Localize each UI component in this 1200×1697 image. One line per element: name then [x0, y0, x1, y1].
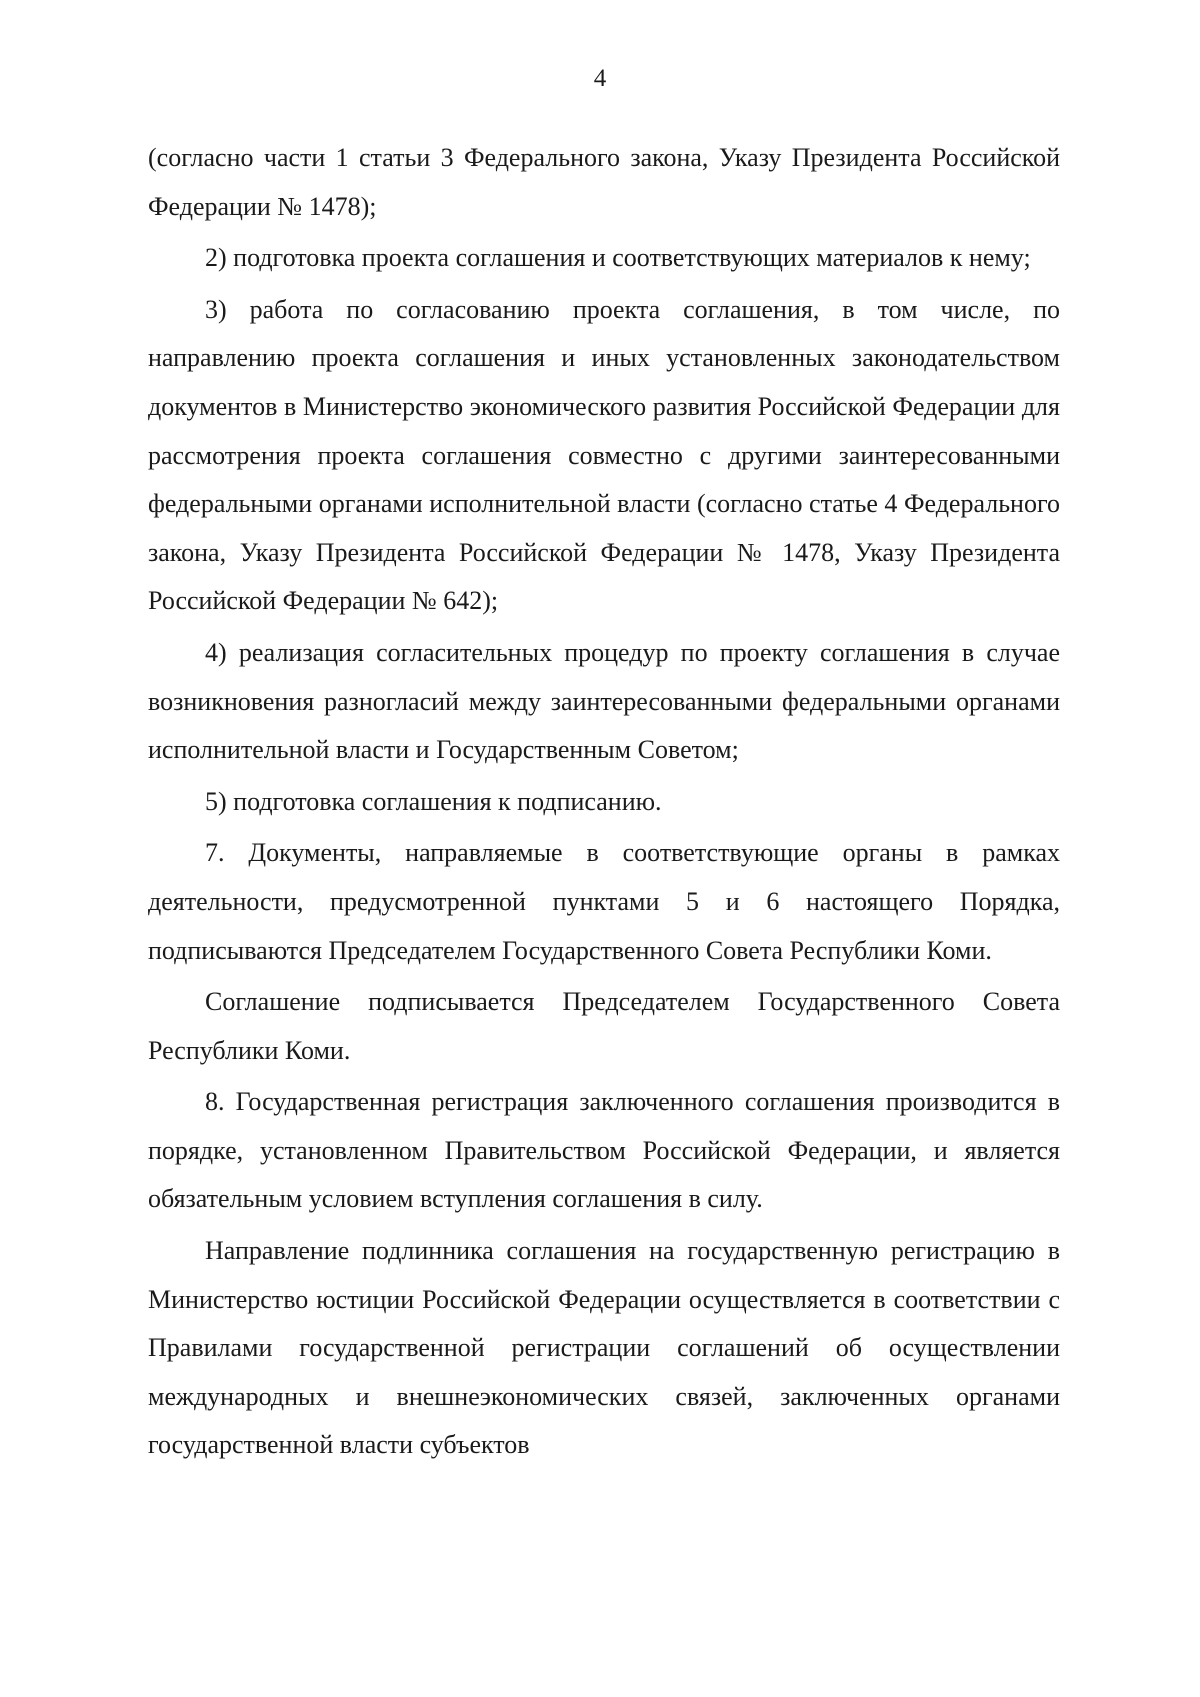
paragraph-registration-submission: Направление подлинника соглашения на государственную регистрацию в Министерство юстиции Российской Федерации осуществляется в соответствии с Правилами государственной регистрации соглашений об осуществлении международных и внешнеэкономических связей, заключенных органами государственной власти субъектов: [148, 1236, 1060, 1460]
paragraph-clause-8: 8. Государственная регистрация заключенного соглашения производится в порядке, установленном Правительством Российской Федерации, и является обязательным условием вступления соглашения в силу.: [148, 1087, 1060, 1214]
page-number: 4: [593, 65, 607, 92]
paragraph-item-4: 4) реализация согласительных процедур по проекту соглашения в случае возникновения разногласий между заинтересованными федеральными органами исполнительной власти и Государственным Советом;: [148, 637, 1060, 765]
document-body: [148, 134, 1060, 1473]
paragraph-item-3: 3) работа по согласованию проекта соглашения, в том числе, по направлению проекта соглашения и иных установленных законодательством документов в Министерство экономического развития Российской Федерации для рассмотрения проекта соглашения совместно с другими заинтересованными федеральными органами исполнительной власти (согласно статье 4 Федерального закона, Указу Президента Российской Федерации № 1478, Указу Президента Российской Федерации № 642);: [148, 294, 1060, 616]
paragraph-continuation: (согласно части 1 статьи 3 Федерального закона, Указу Президента Российской Федерации № 1478);: [148, 143, 1060, 221]
paragraph-agreement-signing: Соглашение подписывается Председателем Государственного Совета Республики Коми.: [148, 987, 1060, 1065]
paragraph-item-5: 5) подготовка соглашения к подписанию.: [205, 786, 662, 816]
paragraph-item-2: 2) подготовка проекта соглашения и соответствующих материалов к нему;: [205, 243, 1031, 273]
paragraph-clause-7: 7. Документы, направляемые в соответствующие органы в рамках деятельности, предусмотренной пунктами 5 и 6 настоящего Порядка, подписываются Председателем Государственного Совета Республики Коми.: [148, 838, 1060, 965]
